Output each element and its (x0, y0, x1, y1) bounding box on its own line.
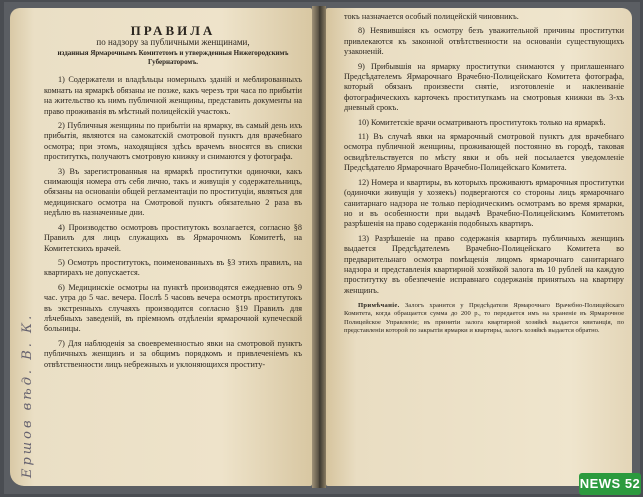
document-title: ПРАВИЛА (130, 23, 216, 38)
approval-line: изданныя Ярмарочнымъ Комитетомъ и утвержденныя Нижегородскимъ Губернаторомъ. (57, 49, 289, 67)
open-booklet (4, 2, 640, 494)
rule-paragraph-4: 4) Производство осмотровъ проститутокъ возлагается, согласно §8 Правилъ для лицъ служащихъ въ Ярмарочномъ Комитетѣ, на Комитетскихъ врачей. (44, 222, 302, 253)
footnote-text: Залогъ хранится у Предсѣдателя Ярмарочнаго Врачебно-Полицейскаго Комитета, когда обращается сумма до 200 р., то передается имъ на храненіе въ Ярмарочное Полицейское Управленіе; въ принятіи залога квартирной хозяйкѣ выдается квитанція, по представленіи которой по закрытіи ярмарки и квартиры, залогъ хозяйкѣ выдается обратно. (344, 302, 624, 334)
right-page-content (344, 12, 624, 335)
left-page-content (44, 23, 302, 374)
left-page (10, 8, 312, 486)
document-subtitle: по надзору за публичными женщинами, (96, 37, 250, 48)
news-logo: NEWS 52 (579, 473, 641, 495)
book-spine (312, 6, 326, 488)
rule-paragraph-3: 3) Въ зарегистрованныя на ярмаркѣ проститутки одиночки, какъ снимающія номера отъ себя лично, такъ и живущія у содержательницъ, обязаны на основаніи общей регламентаціи по проституціи, являться для медицинскаго осмотра на Смотровой пунктъ обязательно 2 раза въ недѣлю въ назначенные дни. (44, 166, 302, 218)
rule-paragraph-7-continued: токъ назначается особый полицейскій чиновникъ. (344, 12, 519, 21)
rule-paragraph-12: 12) Номера и квартиры, въ которыхъ проживаютъ ярмарочныя проститутки (одиночки живущія у хозяекъ) подвергаются со стороны лицъ ярмарочнаго санитарнаго надзора не только періодическимъ осмотрамъ во время ярмарки, но и въ особенности при выдачѣ Врачебно-Полицейскимъ Комитетомъ разрѣшенія на право содержанія подобныхъ квартиръ. (344, 177, 624, 229)
rule-paragraph-11: 11) Въ случаѣ явки на ярмарочный смотровой пунктъ для врачебнаго осмотра публичной женщины, проживающей постоянно въ городѣ, таковая освидѣтельствуется по мѣсту явки и объ ней посылается уведомленіе Предсѣдателю Ярмарочнаго Врачебно-Полицейскаго Комитета. (344, 132, 624, 173)
rule-paragraph-7: 7) Для наблюденія за своевременностью явки на смотровой пунктъ публичныхъ женщинъ и за общимъ порядкомъ и привлеченіемъ къ отвѣтственности лицъ небрежныхъ и уклоняющихся проститу- (44, 338, 302, 369)
handwritten-note: Ершов вѣд. В. К. (20, 312, 35, 478)
rule-paragraph-13: 13) Разрѣшеніе на право содержанія квартиръ публичныхъ женщинъ выдается Предсѣдателемъ Врачебно-Полицейскаго Комитета во предварительнаго осмотра помѣщенія лицомъ ярмарочнаго санитарнаго надзора и представленія квартирной хозяйкой залога въ 10 рублей на каждую проститутку въ обезпеченіе исправнаго содержанія принятыхъ на квартиру женщинъ. (344, 233, 624, 295)
rule-paragraph-6: 6) Медицинскіе осмотры на пунктѣ производятся ежедневно отъ 9 час. утра до 5 час. вечера. Послѣ 5 часовъ вечера осмотръ проститутокъ въ экстренныхъ случаяхъ производится согласно §19 Правилъ для лѣчебныхъ заведеній, въ пріемномъ отдѣленіи ярмарочной купеческой больницы. (44, 282, 302, 334)
footnote (344, 302, 624, 335)
footnote-label: Примѣчаніе. (358, 302, 400, 310)
rule-paragraph-8: 8) Неявившіяся къ осмотру безъ уважительной причины проститутки привлекаются къ законной отвѣтственности на основаніи существующихъ узаконеній. (344, 26, 624, 57)
right-page (326, 8, 632, 486)
rule-paragraph-5: 5) Осмотръ проститутокъ, поименованныхъ въ §3 этихъ правилъ, на квартирахъ не допускается. (44, 257, 302, 278)
rule-paragraph-1: 1) Содержатели и владѣльцы номерныхъ зданій и меблированныхъ комнатъ на ярмаркѣ обязаны не позже, какъ черезъ три часа по прибытіи на жительство къ нимъ публичной женщины, представить документы на право проживанія въ мѣстный полицейскій участокъ. (44, 75, 302, 116)
rule-paragraph-10: 10) Комитетскіе врачи осматриваютъ проститутокъ только на ярмаркѣ. (358, 117, 606, 127)
rule-paragraph-2: 2) Публичныя женщины по прибытіи на ярмарку, въ самый день ихъ прибытія, являются на самокатскій смотровой пунктъ для врачебнаго осмотра; при этомъ, находящіяся здѣсь врачемъ вносятся въ списки проституткъ, получаютъ смотровую книжку и снимаются у фотографа. (44, 121, 302, 162)
rule-paragraph-9: 9) Прибывшія на ярмарку проститутки снимаются у приглашеннаго Предсѣдателемъ Ярмарочнаго Врачебно-Полицейскаго Комитета фотографа, который обязанъ произвести снятіе, изготовленіе и наклеиваніе фотографическихъ карточекъ проституткамъ на смотровыя книжки въ 3-хъ дневный срокъ. (344, 61, 624, 113)
